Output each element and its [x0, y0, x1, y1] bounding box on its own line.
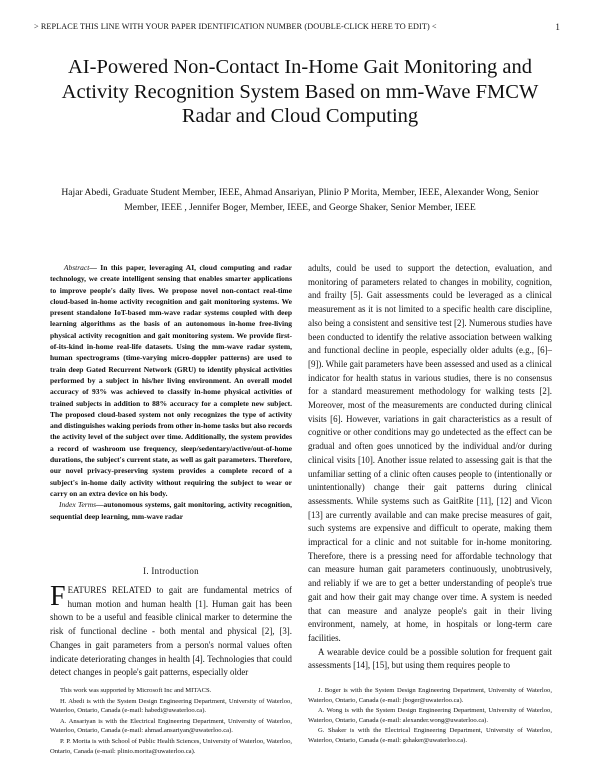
running-head: [34, 22, 560, 31]
intro-paragraph: [50, 581, 292, 680]
footnote: J. Boger is with the System Design Engineering Department, University of Waterloo, Waterloo, Ontario, Canada (e-mail: jboger@uwaterloo.ca).: [308, 687, 552, 704]
footnote: P. P. Morita is with School of Public Health Sciences, University of Waterloo, Waterloo, Ontario, Canada (e-mail: plinio.morita@uwaterloo.ca).: [50, 737, 293, 755]
right-paragraph-2: A wearable device could be a possible solution for frequent gait assessments [14], [15], but using them requires people to: [308, 646, 552, 671]
paper-title: AI-Powered Non-Contact In-Home Gait Monitoring and Activity Recognition System Based on mm-Wave FMCW Radar and Cloud Computing: [61, 56, 539, 127]
introduction-body: [50, 581, 292, 680]
abstract-text: — In this paper, leveraging AI, cloud computing and radar technology, we create intelligent sensing that enables smarter applications to improve people's daily lives. We propose novel non-contact real-time cloud-based in-home activity recognition and gait monitoring systems. We present standalone IoT-based mm-wave radar systems coupled with deep learning algorithms as the basis of an autonomous in-home free-living physical activity recognition and gait monitoring system. We provide first-of-its-kind in-home real-life datasets. Using the mm-wave radar system, human spectrograms (time-varying micro-doppler patterns) are used to train deep Gated Recurrent Network (GRU) to identify physical activities performed by a subject in his/her living environment. An overall model accuracy of 93% was achieved to classify in-home physical activities of trained subjects in addition to 88% accuracy for a complete new subject. The proposed cloud-based system not only recognizes the type of activity and distinguishes waking periods from other in-home tasks but also records the activity level of the subject over time. Additionally, the system provides a record of washroom use frequency, sleep/sedentary/active/out-of-home durations, the subject's current state, as well as gait parameters. Therefore, our novel privacy-preserving system provides a complete record of a subject's in-home daily activity without requiring the subject to wear or carry on an extra device on his body.: [50, 263, 293, 498]
abstract-paragraph: [50, 262, 292, 499]
abstract-label: Abstract: [63, 263, 90, 272]
section-heading-introduction: I. Introduction: [143, 566, 199, 576]
author-list: Hajar Abedi, Graduate Student Member, IEEE, Ahmad Ansariyan, Plinio P Morita, Member, IEEE, Alexander Wong, Senior Member, IEEE , Jennifer Boger, Member, IEEE, and George Shaker, Senior Member, IEEE: [61, 187, 539, 213]
page-number: 1: [555, 22, 560, 32]
running-head-text: > REPLACE THIS LINE WITH YOUR PAPER IDENTIFICATION NUMBER (DOUBLE-CLICK HERE TO EDIT) <: [34, 22, 437, 31]
footnote: A. Wong is with the System Design Engineering Department, University of Waterloo, Waterloo, Ontario, Canada (e-mail: alexander.wong@uwaterloo.ca).: [308, 707, 552, 724]
abstract-block: [50, 262, 292, 522]
intro-text: EATURES RELATED to gait are fundamental metrics of human motion and human health [1]. Human gait has been shown to be a useful and feasible clinical marker to determine the risk of functional decline - both mental and physical [2], [3]. Changes in gait parameters from a person's normal values often indicate deteriorating changes in health [4]. Technologies that could detect changes in people's gait patterns, especially older: [50, 585, 292, 678]
footnotes-left: [50, 686, 292, 757]
index-terms-label: Index Terms: [59, 500, 97, 510]
right-paragraph-1: adults, could be used to support the detection, evaluation, and monitoring of parameters related to changes in mobility, cognition, and frailty [5]. Gait assessments could be leveraged as a clinical measurement as it is not limited to a specific health care discipline, also being a consistent and sensitive test [2]. Numerous studies have been conducted to identify the relative association between walking and functional decline in people, especially older adults (e.g., [6]–[9]). While gait parameters have been assessed and used as a clinical indicator for health status in various studies, there is no consensus for a standard measurement methodology for walking tests [2]. Moreover, most of the measurements are conducted during clinical visits [6]. However, variations in gait characteristics as a result of cognitive or other conditions may go undetected as the effect can be gradual and often goes unnoticed by the individual and/or during clinical visits [10]. Another issue related to assessing gait is that the unfamiliar setting of a clinic often causes people to (intentionally or unintentionally) change their gait patterns during clinical assessments. While systems such as GaitRite [11], [12] and Vicon [13] are currently available and can make precise measures of gait, such systems are expensive and difficult to operate, making them impractical for a clinic and not suitable for in-home monitoring. Therefore, there is a pressing need for affordable technology that can measure human gait parameters continuously, unobtrusively, and reliably if we are to get a better understanding of people's true gait and how their gait may change over time. A system is needed that can measure and analyze people's gait in their living environment, namely, at home, in hospitals or long-term care facilities.: [308, 263, 552, 643]
footnote: H. Abedi is with the System Design Engineering Department, University of Waterloo, Waterloo, Ontario, Canada (e-mail: habedi@uwaterloo.ca).: [50, 697, 292, 715]
right-column-body: [308, 262, 552, 673]
drop-cap: F: [50, 581, 66, 612]
index-terms-text: —autonomous systems, gait monitoring, activity recognition, sequential deep learning, mm-wave radar: [50, 500, 292, 521]
footnote: G. Shaker is with the Electrical Engineering Department, University of Waterloo, Waterloo, Ontario, Canada (e-mail: gshaker@uwaterloo.ca).: [308, 727, 552, 744]
footnote: This work was supported by Microsoft Inc and MITACS.: [60, 687, 212, 694]
index-terms-paragraph: [50, 499, 292, 522]
footnote: A. Ansariyan is with the Electrical Engineering Department, University of Waterloo, Waterloo, Ontario, Canada (e-mail: ahmad.ansariyan@uwaterloo.ca).: [50, 717, 292, 735]
footnotes-right: [308, 686, 552, 747]
